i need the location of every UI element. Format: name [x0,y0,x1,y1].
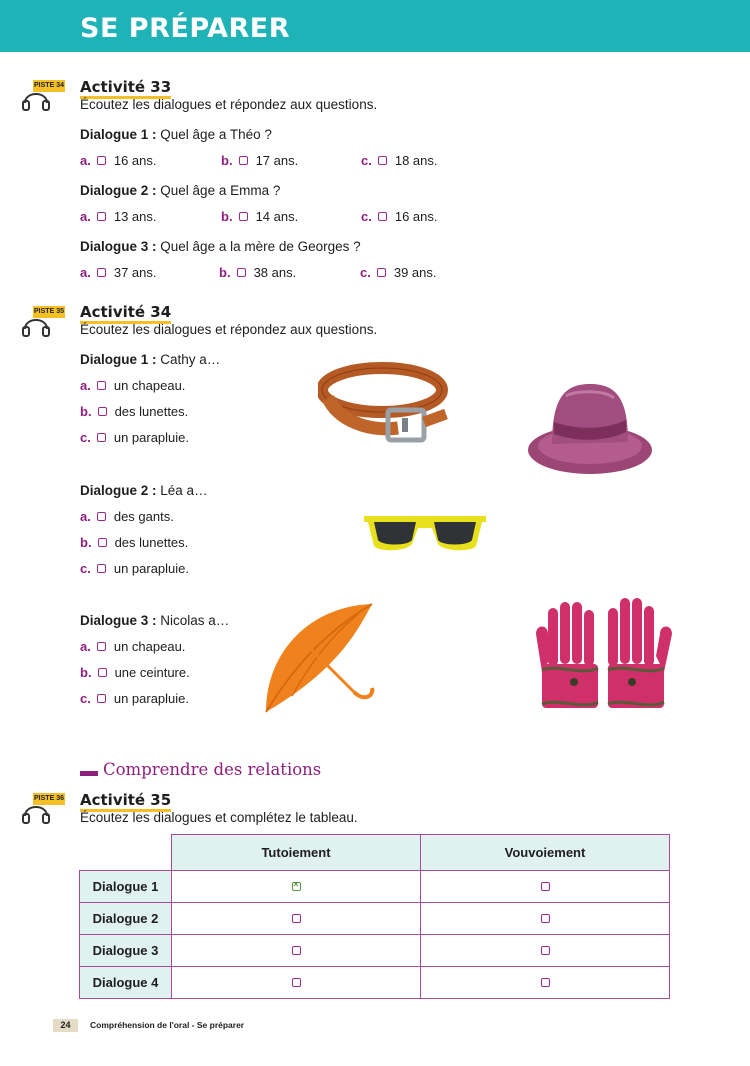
answer-option[interactable]: b. des lunettes. [80,535,189,550]
answer-option[interactable]: c. 18 ans. [361,153,438,168]
answer-option[interactable]: b. des lunettes. [80,404,189,419]
answer-option[interactable]: b. 14 ans. [221,209,299,224]
dialogue-question: Dialogue 3 : Nicolas a… [80,613,230,628]
table-row [80,903,670,935]
checkbox[interactable] [541,946,550,955]
activity-instruction: Écoutez les dialogues et répondez aux questions. [80,322,378,337]
page-title: SE PRÉPARER [80,13,291,44]
checkbox[interactable] [377,268,386,277]
piste-badge: PISTE 35 [33,306,65,318]
answer-option[interactable]: c. 16 ans. [361,209,438,224]
table-cell[interactable] [172,935,421,967]
column-header-tutoiement: Tutoiement [172,835,421,871]
checkbox[interactable] [541,914,550,923]
answer-option[interactable]: c. un parapluie. [80,430,190,445]
activity-instruction: Écoutez les dialogues et complétez le tableau. [80,810,358,825]
section-title: Comprendre des relations [103,760,322,779]
answer-option[interactable]: a. 16 ans. [80,153,157,168]
answer-option[interactable]: a. des gants. [80,509,174,524]
umbrella-image [262,600,378,716]
answer-table [79,834,670,999]
table-row [80,967,670,999]
answer-option[interactable]: a. 37 ans. [80,265,157,280]
column-header-vouvoiement: Vouvoiement [421,835,670,871]
dialogue-question: Dialogue 2 : Léa a… [80,483,208,498]
answer-option[interactable]: c. un parapluie. [80,691,190,706]
checkbox[interactable] [292,914,301,923]
answer-option[interactable]: c. un parapluie. [80,561,190,576]
activity-title: Activité 35 [80,791,171,809]
piste-badge: PISTE 36 [33,793,65,805]
dialogue-question: Dialogue 3 : Quel âge a la mère de Georges ? [80,239,361,254]
answer-option[interactable]: b. 38 ans. [219,265,297,280]
dialogue-question: Dialogue 1 : Quel âge a Théo ? [80,127,272,142]
answer-option[interactable]: b. 17 ans. [221,153,299,168]
answer-option[interactable]: a. 13 ans. [80,209,157,224]
answer-option[interactable]: a. un chapeau. [80,639,186,654]
answer-option[interactable]: a. un chapeau. [80,378,186,393]
answer-option[interactable]: b. une ceinture. [80,665,190,680]
checkbox[interactable] [97,694,106,703]
row-label: Dialogue 2 [80,903,172,935]
section-marker [80,771,98,776]
checkbox[interactable] [378,212,387,221]
row-label: Dialogue 4 [80,967,172,999]
sunglasses-image [360,508,490,556]
checkbox[interactable] [98,668,107,677]
table-cell[interactable] [421,935,670,967]
checkbox[interactable] [98,407,107,416]
checked-checkbox[interactable] [292,882,301,891]
piste-badge: PISTE 34 [33,80,65,92]
table-corner [80,835,172,871]
checkbox[interactable] [541,978,550,987]
checkbox[interactable] [97,512,106,521]
table-row [80,935,670,967]
table-cell[interactable] [172,967,421,999]
checkbox[interactable] [97,381,106,390]
table-row [80,871,670,903]
checkbox[interactable] [239,156,248,165]
row-label: Dialogue 1 [80,871,172,903]
activity-instruction: Écoutez les dialogues et répondez aux questions. [80,97,378,112]
checkbox[interactable] [97,642,106,651]
dialogue-question: Dialogue 1 : Cathy a… [80,352,221,367]
checkbox[interactable] [292,946,301,955]
gloves-image [528,594,682,712]
hat-image [526,376,654,480]
checkbox[interactable] [97,268,106,277]
table-cell[interactable] [172,903,421,935]
activity-title: Activité 34 [80,303,171,321]
checkbox[interactable] [237,268,246,277]
belt-image [318,362,450,448]
table-cell[interactable] [421,903,670,935]
table-cell[interactable] [172,871,421,903]
checkbox[interactable] [239,212,248,221]
page-number: 24 [53,1019,78,1032]
checkbox[interactable] [541,882,550,891]
checkbox[interactable] [378,156,387,165]
checkbox[interactable] [97,564,106,573]
checkbox[interactable] [97,156,106,165]
table-cell[interactable] [421,871,670,903]
dialogue-question: Dialogue 2 : Quel âge a Emma ? [80,183,281,198]
row-label: Dialogue 3 [80,935,172,967]
answer-option[interactable]: c. 39 ans. [360,265,437,280]
checkbox[interactable] [97,433,106,442]
checkbox[interactable] [97,212,106,221]
activity-title: Activité 33 [80,78,171,96]
checkbox[interactable] [98,538,107,547]
footer-text: Compréhension de l'oral - Se préparer [90,1020,245,1030]
checkbox[interactable] [292,978,301,987]
table-cell[interactable] [421,967,670,999]
